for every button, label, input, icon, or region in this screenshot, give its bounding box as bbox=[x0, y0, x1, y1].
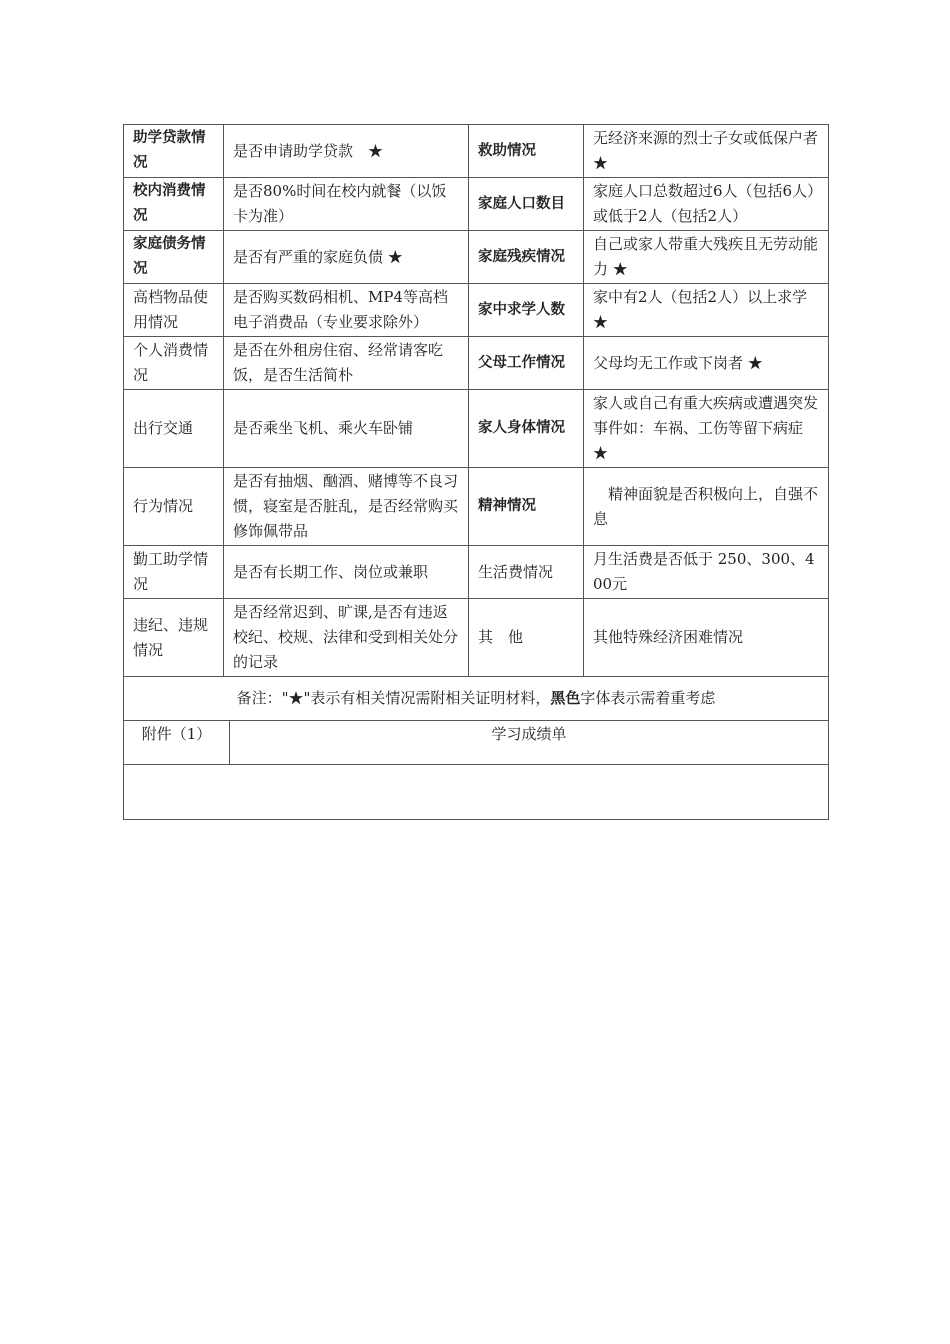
criterion-label: 家庭人口数目 bbox=[469, 178, 584, 231]
criterion-detail: 家中有2人（包括2人）以上求学 ★ bbox=[584, 284, 829, 337]
table-row bbox=[124, 284, 829, 337]
footnote bbox=[124, 677, 829, 721]
criterion-detail: 月生活费是否低于 250、300、400元 bbox=[584, 546, 829, 599]
table-row bbox=[124, 231, 829, 284]
attachment-label: 附件（1） bbox=[124, 721, 230, 765]
criterion-detail: 是否有严重的家庭负债 ★ bbox=[224, 231, 469, 284]
attachment-table bbox=[123, 720, 829, 820]
criterion-label: 出行交通 bbox=[124, 390, 224, 468]
criteria-sheet bbox=[123, 124, 834, 820]
criterion-label: 个人消费情况 bbox=[124, 337, 224, 390]
criterion-label: 家中求学人数 bbox=[469, 284, 584, 337]
criteria-table bbox=[123, 124, 834, 721]
attachment-body bbox=[124, 765, 829, 820]
criterion-detail: 是否有长期工作、岗位或兼职 bbox=[224, 546, 469, 599]
criterion-label: 家庭债务情况 bbox=[124, 231, 224, 284]
criterion-detail: 是否购买数码相机、MP4等高档电子消费品（专业要求除外） bbox=[224, 284, 469, 337]
criterion-label: 救助情况 bbox=[469, 125, 584, 178]
criterion-label: 家人身体情况 bbox=[469, 390, 584, 468]
criterion-label: 助学贷款情况 bbox=[124, 125, 224, 178]
table-row bbox=[124, 546, 829, 599]
criterion-detail: 是否经常迟到、旷课,是否有违返校纪、校规、法律和受到相关处分的记录 bbox=[224, 599, 469, 677]
footnote-bold: 黑色 bbox=[550, 689, 581, 707]
criterion-detail: 自己或家人带重大残疾且无劳动能力 ★ bbox=[584, 231, 829, 284]
criterion-label: 校内消费情况 bbox=[124, 178, 224, 231]
criterion-label: 违纪、违规情况 bbox=[124, 599, 224, 677]
table-row bbox=[124, 178, 829, 231]
criteria-rows bbox=[124, 125, 834, 721]
criterion-label: 父母工作情况 bbox=[469, 337, 584, 390]
table-row bbox=[124, 599, 829, 677]
attachment-title: 学习成绩单 bbox=[230, 721, 829, 765]
criterion-label: 其 他 bbox=[469, 599, 584, 677]
criterion-label: 生活费情况 bbox=[469, 546, 584, 599]
table-row bbox=[124, 125, 829, 178]
note-row bbox=[124, 677, 829, 721]
criterion-detail: 家人或自己有重大疾病或遭遇突发事件如：车祸、工伤等留下病症 ★ bbox=[584, 390, 829, 468]
criterion-label: 家庭残疾情况 bbox=[469, 231, 584, 284]
criterion-label: 勤工助学情况 bbox=[124, 546, 224, 599]
table-row bbox=[124, 468, 829, 546]
criterion-detail: 是否80%时间在校内就餐（以饭卡为准） bbox=[224, 178, 469, 231]
footnote-suffix: 字体表示需着重考虑 bbox=[580, 689, 716, 707]
criterion-detail: 是否乘坐飞机、乘火车卧铺 bbox=[224, 390, 469, 468]
table-row bbox=[124, 390, 829, 468]
criterion-label: 行为情况 bbox=[124, 468, 224, 546]
criterion-detail: 家庭人口总数超过6人（包括6人）或低于2人（包括2人） bbox=[584, 178, 829, 231]
table-row bbox=[124, 337, 829, 390]
attachment-body-row bbox=[124, 765, 829, 820]
criterion-label: 精神情况 bbox=[469, 468, 584, 546]
criterion-detail: 其他特殊经济困难情况 bbox=[584, 599, 829, 677]
criterion-detail: 父母均无工作或下岗者 ★ bbox=[584, 337, 829, 390]
criterion-detail: 是否在外租房住宿、经常请客吃饭，是否生活简朴 bbox=[224, 337, 469, 390]
footnote-prefix: 备注："★"表示有相关情况需附相关证明材料， bbox=[236, 689, 551, 707]
attachment-header-row bbox=[124, 721, 829, 765]
criterion-detail: 无经济来源的烈士子女或低保户者 ★ bbox=[584, 125, 829, 178]
criterion-label: 高档物品使用情况 bbox=[124, 284, 224, 337]
criterion-detail: 是否申请助学贷款 ★ bbox=[224, 125, 469, 178]
criterion-detail: 是否有抽烟、酗酒、赌博等不良习惯，寝室是否脏乱，是否经常购买修饰佩带品 bbox=[224, 468, 469, 546]
criterion-detail: 精神面貌是否积极向上，自强不息 bbox=[584, 468, 829, 546]
